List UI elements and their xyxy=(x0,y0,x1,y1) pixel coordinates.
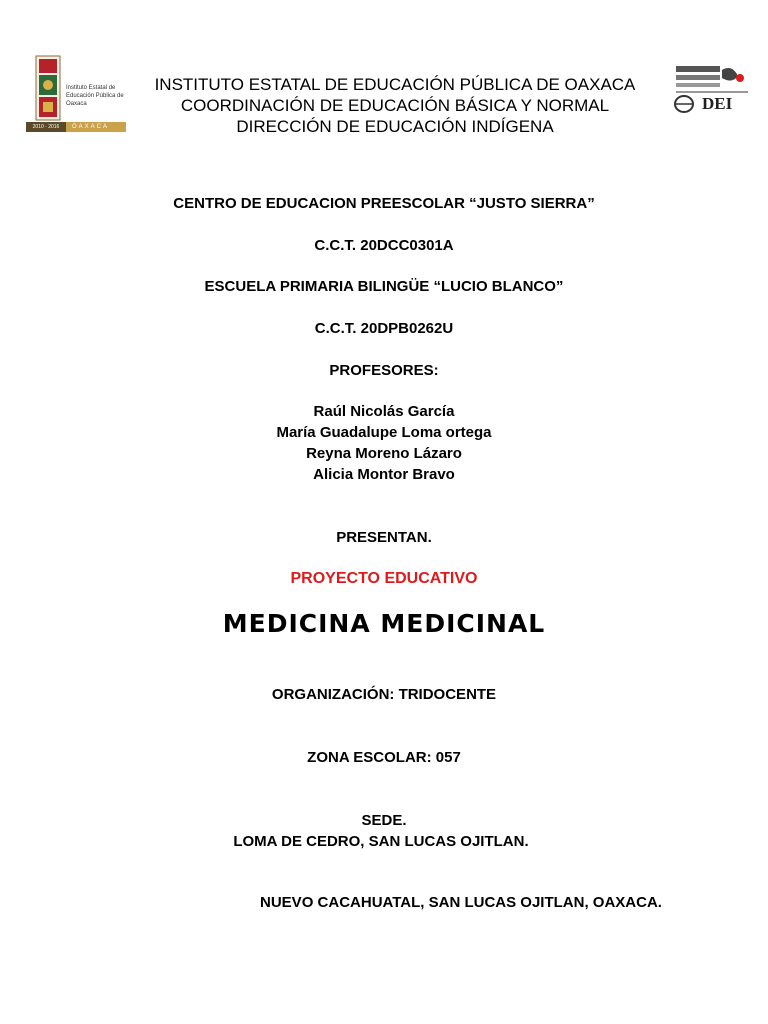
coat-of-arms-icon xyxy=(34,54,62,122)
ieepo-logo xyxy=(26,54,126,134)
sede-label: SEDE. xyxy=(361,812,407,829)
project-title: MEDICINA MEDICINAL xyxy=(222,609,546,638)
project-label: PROYECTO EDUCATIVO xyxy=(290,570,478,587)
presentan-label: PRESENTAN. xyxy=(336,529,432,546)
school-1-cct: C.C.T. 20DCC0301A xyxy=(314,237,454,254)
school-2-cct: C.C.T. 20DPB0262U xyxy=(314,320,454,337)
school-1-name: CENTRO DE EDUCACION PREESCOLAR “JUSTO SIERRA” xyxy=(173,195,595,212)
logo-band xyxy=(26,122,126,132)
sede-place: LOMA DE CEDRO, SAN LUCAS OJITLAN. xyxy=(233,833,529,850)
dei-logo xyxy=(670,62,750,118)
logo-years: 2010 · 2016 xyxy=(26,122,66,132)
location-line: NUEVO CACAHUATAL, SAN LUCAS OJITLAN, OAXACA. xyxy=(260,894,662,911)
profesor-name-4: Alicia Montor Bravo xyxy=(313,466,455,483)
organizacion-label: ORGANIZACIÓN: TRIDOCENTE xyxy=(271,686,497,703)
profesor-name-1: Raúl Nicolás García xyxy=(313,403,455,420)
profesor-name-2: María Guadalupe Loma ortega xyxy=(276,424,492,441)
institution-header xyxy=(130,74,660,137)
dei-logo-text: DEI xyxy=(702,94,733,113)
header-line-3: DIRECCIÓN DE EDUCACIÓN INDÍGENA xyxy=(236,117,554,136)
school-2-name: ESCUELA PRIMARIA BILINGÜE “LUCIO BLANCO” xyxy=(204,278,564,295)
logo-region: OAXACA xyxy=(66,122,126,132)
header-line-2: COORDINACIÓN DE EDUCACIÓN BÁSICA Y NORMAL xyxy=(180,96,610,115)
profesores-label: PROFESORES: xyxy=(329,362,439,379)
logo-institution-text: Instituto Estatal de Educación Pública de Oaxaca xyxy=(66,85,124,107)
profesor-name-3: Reyna Moreno Lázaro xyxy=(306,445,462,462)
zona-escolar-label: ZONA ESCOLAR: 057 xyxy=(307,749,461,766)
header-line-1: INSTITUTO ESTATAL DE EDUCACIÓN PÚBLICA DE OAXACA xyxy=(154,75,636,94)
